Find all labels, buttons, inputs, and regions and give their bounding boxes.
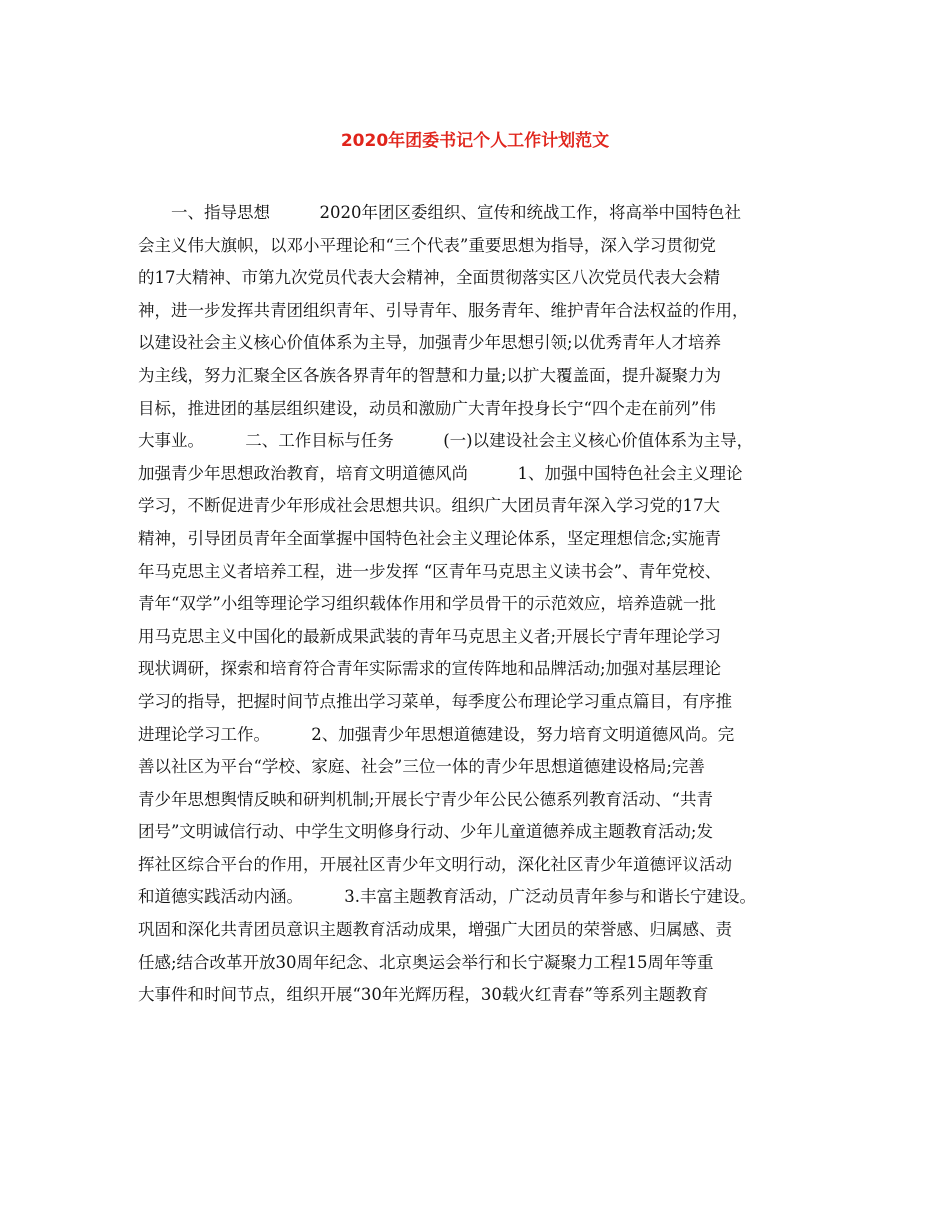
text-line: 挥社区综合平台的作用，开展社区青少年文明行动，深化社区青少年道德评议活动: [138, 854, 732, 874]
text-line: 学习，不断促进青少年形成社会思想共识。组织广大团员青年深入学习党的17大: [138, 496, 720, 516]
text-line: 任感;结合改革开放30周年纪念、北京奥运会举行和长宁凝聚力工程15周年等重: [138, 952, 714, 972]
text-line: 神，进一步发挥共青团组织青年、引导青年、服务青年、维护青年合法权益的作用，: [138, 300, 749, 320]
text-line: 大事业。 二、工作目标与任务 (一)以建设社会主义核心价值体系为主导，: [138, 431, 754, 451]
text-line: 以建设社会主义核心价值体系为主导，加强青少年思想引领;以优秀青年人才培养: [138, 333, 722, 353]
document-title: 2020年团委书记个人工作计划范文: [340, 131, 610, 151]
text-line: 学习的指导，把握时间节点推出学习菜单，每季度公布理论学习重点篇目，有序推: [138, 691, 732, 711]
text-line: 巩固和深化共青团员意识主题教育活动成果，增强广大团员的荣誉感、归属感、责: [138, 920, 732, 940]
text-line: 年马克思主义者培养工程，进一步发挥 “区青年马克思主义读书会”、青年党校、: [138, 561, 722, 581]
document-body: [138, 197, 828, 1012]
text-line: 的17大精神、市第九次党员代表大会精神，全面贯彻落实区八次党员代表大会精: [138, 268, 720, 288]
text-line: 精神，引导团员青年全面掌握中国特色社会主义理论体系，坚定理想信念;实施青: [138, 528, 722, 548]
text-line: 大事件和时间节点，组织开展“30年光辉历程，30载火红青春”等系列主题教育: [138, 985, 709, 1005]
text-line: 进理论学习工作。 2、加强青少年思想道德建设，努力培育文明道德风尚。完: [138, 724, 735, 744]
text-line: 善以社区为平台“学校、家庭、社会”三位一体的青少年思想道德建设格局;完善: [138, 757, 705, 777]
text-line: 目标，推进团的基层组织建设，动员和激励广大青年投身长宁“四个走在前列”伟: [138, 398, 716, 418]
text-line: 会主义伟大旗帜，以邓小平理论和“三个代表”重要思想为指导，深入学习贯彻党: [138, 235, 716, 255]
text-line: 团号”文明诚信行动、中学生文明修身行动、少年儿童道德养成主题教育活动;发: [138, 822, 713, 842]
text-line: 和道德实践活动内涵。 3.丰富主题教育活动，广泛动员青年参与和谐长宁建设。: [138, 887, 756, 907]
text-line: 一、指导思想 2020年团区委组织、宣传和统战工作，将高举中国特色社: [138, 203, 741, 222]
text-line: 为主线，努力汇聚全区各族各界青年的智慧和力量;以扩大覆盖面，提升凝聚力为: [138, 365, 722, 385]
text-line: 加强青少年思想政治教育，培育文明道德风尚 1、加强中国特色社会主义理论: [138, 463, 743, 483]
text-line: 青年“双学”小组等理论学习组织载体作用和学员骨干的示范效应，培养造就一批: [138, 594, 716, 614]
text-line: 青少年思想舆情反映和研判机制;开展长宁青少年公民公德系列教育活动、“共青: [138, 789, 713, 809]
text-line: 用马克思主义中国化的最新成果武装的青年马克思主义者;开展长宁青年理论学习: [138, 626, 722, 646]
text-line: 现状调研，探索和培育符合青年实际需求的宣传阵地和品牌活动;加强对基层理论: [138, 659, 722, 679]
